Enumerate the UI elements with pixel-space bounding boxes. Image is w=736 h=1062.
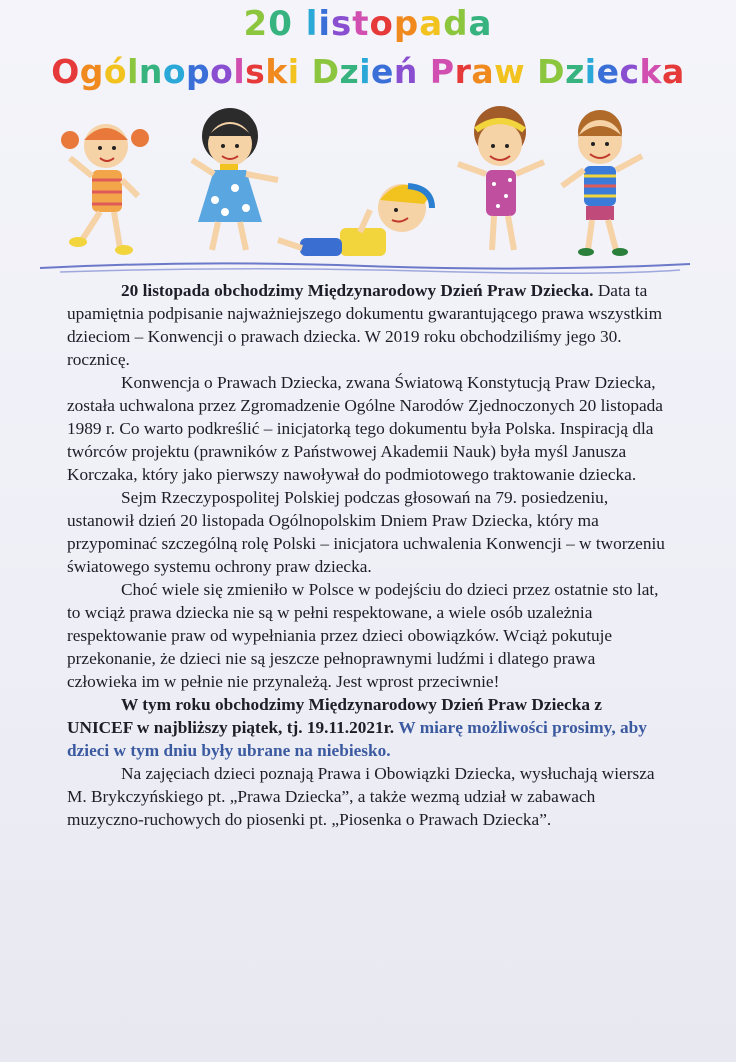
paragraph-6: Na zajęciach dzieci poznają Prawa i Obowiązki Dziecka, wysłuchają wiersza M. Brykczyńskiego pt. „Prawa Dziecka”, a także wezmą udział w zabawach muzyczno-ruchowych do piosenki pt. „Piosenka o Prawach Dziecka”. xyxy=(67,764,655,829)
title-letter: l xyxy=(305,4,319,44)
child-boy-lying xyxy=(278,184,432,256)
title-letter: o xyxy=(162,52,187,91)
title-letter: w xyxy=(494,52,526,91)
paragraph-3: Sejm Rzeczypospolitej Polskiej podczas głosowań na 79. posiedzeniu, ustanowił dzień 20 listopada Ogólnopolskim Dniem Praw Dziecka, który ma przypominać szczególną rolę Polski – inicjatora uchwalenia Konwencji – w tworzeniu światowego systemu ochrony praw dziecka. xyxy=(67,488,665,576)
title-date xyxy=(0,4,736,44)
title-letter: p xyxy=(186,52,211,91)
paragraph-5 xyxy=(67,693,667,762)
title-letter xyxy=(293,4,306,44)
title-letter: s xyxy=(245,52,266,91)
title-letter: s xyxy=(331,4,353,44)
title-letter: a xyxy=(468,4,493,44)
title-letter xyxy=(418,52,430,91)
title-letter xyxy=(525,52,537,91)
title-letter: a xyxy=(471,52,495,91)
title-letter: 2 xyxy=(243,4,269,44)
title-letter: l xyxy=(127,52,139,91)
title-letter: r xyxy=(454,52,472,91)
title-letter: z xyxy=(565,52,585,91)
title-letter: ń xyxy=(393,52,418,91)
title-letter: D xyxy=(537,52,566,91)
article-body xyxy=(67,279,667,831)
title-letter: a xyxy=(419,4,444,44)
title-letter: i xyxy=(584,52,597,91)
title-letter: ó xyxy=(103,52,128,91)
title-letter: l xyxy=(233,52,246,91)
title-letter: O xyxy=(51,52,80,91)
paragraph-1-lead: 20 listopada obchodzimy Międzynarodowy Dzień Praw Dziecka. xyxy=(121,281,594,300)
dress-code-note: W miarę możliwości prosimy, aby dzieci w tym dniu były ubrane na niebiesko. xyxy=(67,718,647,760)
title-letter: n xyxy=(138,52,163,91)
paragraph-1 xyxy=(67,279,667,371)
children-playing-icon xyxy=(40,100,690,280)
title-letter: t xyxy=(352,4,370,44)
title-letter: 0 xyxy=(268,4,293,44)
title-letter: a xyxy=(662,52,685,91)
title-letter: g xyxy=(79,52,104,91)
paragraph-1-text: Data ta upamiętnia podpisanie najważniejszego dokumentu gwarantującego prawa wszystkim dzieciom – Konwencji o prawach dziecka. W 2019 roku obchodziliśmy jego 30. rocznicę. xyxy=(67,281,663,369)
title-letter: e xyxy=(596,52,620,91)
child-girl-blue-dress xyxy=(192,108,278,250)
title-letter: i xyxy=(318,4,332,44)
title-event xyxy=(0,52,736,91)
paragraph-2: Konwencja o Prawach Dziecka, zwana Światową Konstytucją Praw Dziecka, została uchwalona przez Zgromadzenie Ogólne Narodów Zjednoczonych 20 listopada 1989 r. Co warto podkreślić – inicjatorką tego dokumentu była Polska. Inspiracją dla twórców projektu (prawników z Państwowej Akademii Nauk) była myśl Janusza Korczaka, który jako pierwszy nawoływał do podmiotowego traktowanie dziecka. xyxy=(67,373,663,484)
announcement-text: W tym roku obchodzimy Międzynarodowy Dzień Praw Dziecka z UNICEF w najbliższy piątek, tj. 19.11.2021r. xyxy=(67,695,602,737)
title-letter: d xyxy=(443,4,469,44)
title-letter: o xyxy=(210,52,234,91)
title-letter: k xyxy=(265,52,288,91)
title-letter xyxy=(300,52,312,91)
paragraph-4: Choć wiele się zmieniło w Polsce w podejściu do dzieci przez ostatnie sto lat, to wciąż prawa dziecka nie są w pełni respektowane, a wiele osób uzależnia respektowanie praw od wypełniania przez dzieci obowiązków. Wciąż pokutuje przekonanie, że dzieci nie są jeszcze pełnoprawnymi ludźmi i dlatego prawa człowieka im w pełnie nie przynależą. Jest wprost przeciwnie! xyxy=(67,580,659,691)
title-letter: c xyxy=(619,52,640,91)
title-letter: i xyxy=(287,52,300,91)
child-boy-striped xyxy=(562,110,642,256)
child-girl-pigtails xyxy=(61,124,149,255)
title-letter: o xyxy=(369,4,394,44)
title-letter: k xyxy=(639,52,662,91)
child-girl-headband xyxy=(458,106,544,250)
title-letter: P xyxy=(429,52,455,91)
title-letter: i xyxy=(359,52,372,91)
title-letter: z xyxy=(339,52,360,91)
title-letter: D xyxy=(311,52,340,91)
title-letter: e xyxy=(371,52,394,91)
title-letter: p xyxy=(393,4,420,44)
